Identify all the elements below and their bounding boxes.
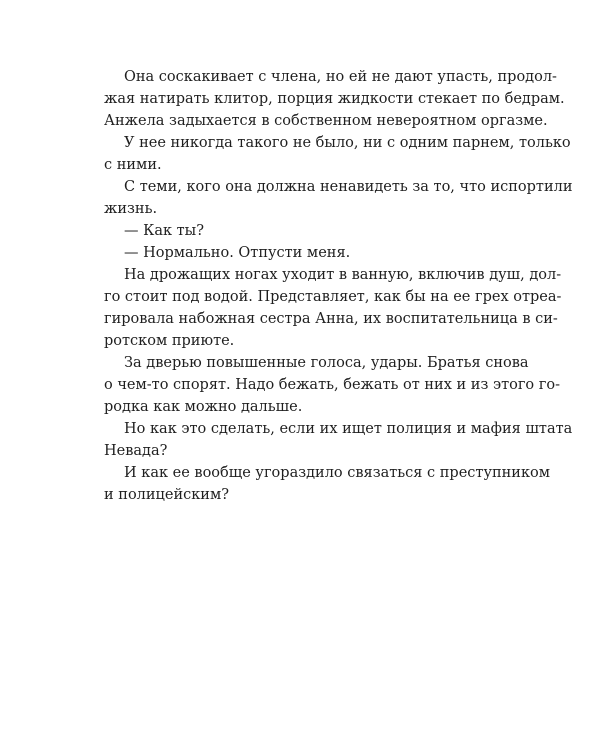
paragraph xyxy=(104,462,551,506)
paragraph-dialogue xyxy=(104,242,500,264)
text-line: о чем-то спорят. Надо бежать, бежать от них и из этого го- xyxy=(104,377,560,393)
text-line: Анжела задыхается в собственном невероятном оргазме. xyxy=(104,113,548,129)
text-line: с ними. xyxy=(104,157,162,173)
paragraph xyxy=(104,132,571,176)
text-line: Невада? xyxy=(104,443,168,459)
text-line: ротском приюте. xyxy=(104,333,235,349)
text-line: родка как можно дальше. xyxy=(104,399,303,415)
dialogue-line: — Как ты? xyxy=(124,223,204,239)
text-line: Но как это сделать, если их ищет полиция и мафия штата xyxy=(124,421,573,437)
text-line: жая натирать клитор, порция жидкости стекает по бедрам. xyxy=(104,91,565,107)
dialogue-line: — Нормально. Отпусти меня. xyxy=(124,245,351,261)
paragraph-dialogue xyxy=(104,220,500,242)
text-line: За дверью повышенные голоса, удары. Братья снова xyxy=(124,355,529,371)
text-line: и полицейским? xyxy=(104,487,230,503)
paragraph xyxy=(104,176,573,220)
text-line: го стоит под водой. Представляет, как бы на ее грех отреа- xyxy=(104,289,562,305)
paragraph xyxy=(104,66,565,132)
paragraph xyxy=(104,352,560,418)
body-text xyxy=(104,66,573,506)
text-line: И как ее вообще угораздило связаться с преступником xyxy=(124,465,551,481)
paragraph xyxy=(104,264,562,352)
text-line: гировала набожная сестра Анна, их воспитательница в си- xyxy=(104,311,558,327)
text-line: У нее никогда такого не было, ни с одним парнем, только xyxy=(124,135,571,151)
text-line: С теми, кого она должна ненавидеть за то, что испортили xyxy=(124,179,573,195)
text-line: На дрожащих ногах уходит в ванную, включив душ, дол- xyxy=(124,267,562,283)
text-line: Она соскакивает с члена, но ей не дают упасть, продол- xyxy=(124,69,557,85)
text-line: жизнь. xyxy=(104,201,158,217)
paragraph xyxy=(104,418,573,462)
